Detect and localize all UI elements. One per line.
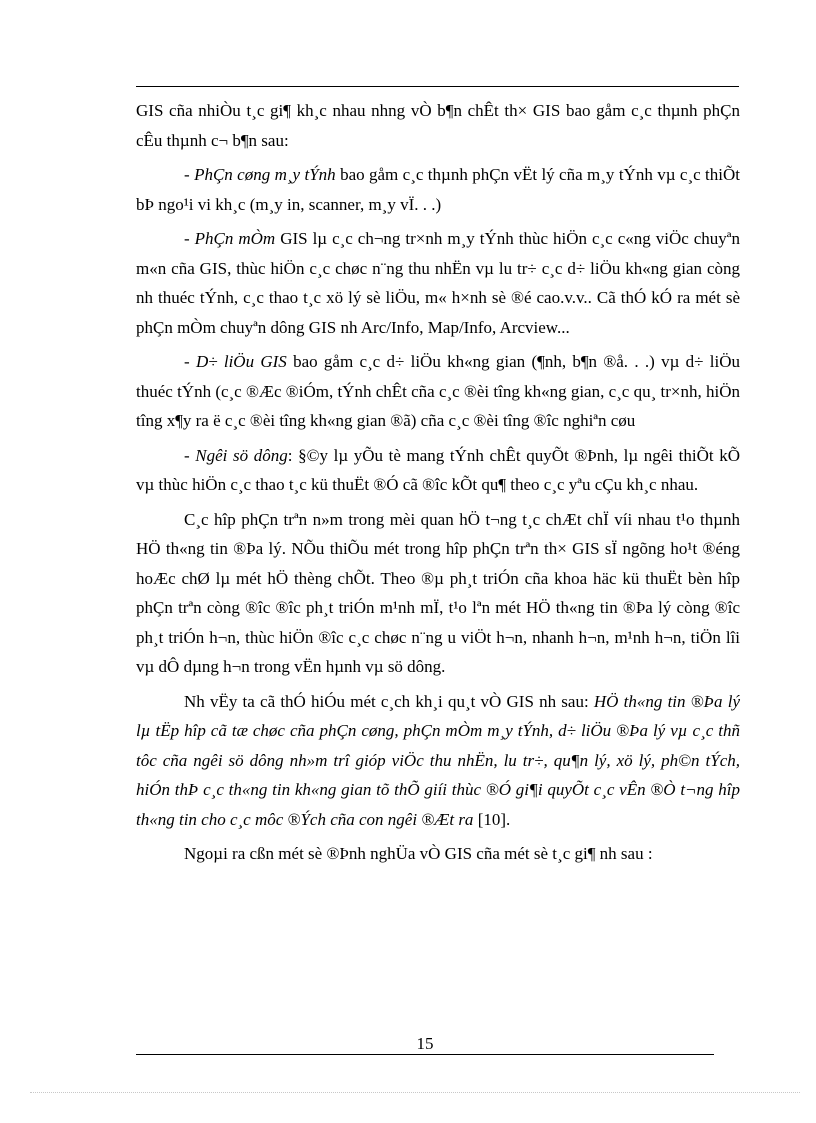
header-rule [136, 86, 739, 87]
list-dash: - [184, 352, 196, 371]
list-dash: - [184, 445, 196, 465]
data-description: bao gåm c¸c d÷ liÖu kh«ng gian (¶nh, b¶n ®å. . .) vµ d÷ liÖu thuéc tÝnh (c¸c ®Æc ®iÓm, tÝnh chÊt cña c¸c ®èi tîng kh«ng gian, c¸c qu¸ tr×nh, hiÖn tîng x¶y ra ë c¸c ®èi tîng kh«ng gian ®ã) cña c¸c ®èi tîng ®îc nghiªn cøu [136, 352, 740, 430]
paragraph-other-definitions: Ngoµi ra cßn mét sè ®Þnh nghÜa vÒ GIS cña mét sè t¸c gi¶ nh sau : [184, 844, 653, 863]
paragraph-users [136, 441, 740, 500]
citation-reference: [10]. [473, 809, 511, 829]
list-dash: - [184, 229, 195, 248]
hardware-description: bao gåm c¸c thµnh phÇn vËt lý cña m¸y tÝnh vµ c¸c thiÕt bÞ ngo¹i vi kh¸c (m¸y in, scanner, m¸y vÏ. . .) [136, 165, 740, 214]
paragraph-gis-definition [136, 687, 740, 835]
page-edge-divider [30, 1092, 800, 1093]
list-dash: - [184, 165, 195, 184]
paragraph-data [136, 347, 740, 436]
paragraph-gis-components-intro: GIS cña nhiÒu t¸c gi¶ kh¸c nhau nhng vÒ b¶n chÊt th× GIS bao gåm c¸c thµnh phÇn cÊu thµnh c¬ b¶n sau: [136, 101, 740, 150]
software-description: GIS lµ c¸c ch¬ng tr×nh m¸y tÝnh thùc hiÖn c¸c c«ng viÖc chuyªn m«n cña GIS, thùc hiÖn c¸c chøc n¨ng thu nhËn vµ lu tr÷ c¸c d÷ liÖu kh«ng gian còng nh thuéc tÝnh, c¸c thao t¸c xö lý sè liÖu, m« h×nh sè ®é cao.v.v.. Cã thÓ kÓ ra mét sè phÇn mÒm chuyªn dông GIS nh Arc/Info, Map/Info, Arcview... [136, 229, 740, 337]
term-hardware: PhÇn cøng m¸y tÝnh [194, 165, 336, 184]
footer-rule [136, 1054, 714, 1055]
users-description: : §©y lµ yÕu tè mang tÝnh chÊt quyÕt ®Þnh, lµ ngêi thiÕt kÕ vµ thùc hiÖn c¸c thao t¸c kü thuËt ®Ó cã ®îc kÕt qu¶ theo c¸c yªu cÇu kh¸c nhau. [136, 445, 740, 494]
term-software: PhÇn mÒm [194, 229, 276, 248]
page-body [136, 96, 740, 878]
paragraph-components-relationship: C¸c hîp phÇn trªn n»m trong mèi quan hÖ t¬ng t¸c chÆt chÏ víi nhau t¹o thµnh HÖ th«ng tin ®Þa lý. NÕu thiÕu mét trong hîp phÇn trªn th× GIS sÏ ngõng ho¹t ®éng hoÆc chØ lµ mét hÖ thèng chÕt. Theo ®µ ph¸t triÓn cña khoa häc kü thuËt bèn hîp phÇn trªn còng ®îc ®îc ph¸t triÓn m¹nh mÏ, t¹o lªn mét HÖ th«ng tin ®Þa lý còng ®îc ph¸t triÓn h¬n, thùc hiÖn ®îc c¸c chøc n¨ng u viÖt h¬n, nhanh h¬n, m¹nh h¬n, tiÖn lîi vµ dÔ dµng h¬n trong vËn hµnh vµ sö dông. [136, 509, 740, 676]
page-number: 15 [416, 1034, 434, 1053]
term-gis-data: D÷ liÖu GIS [195, 352, 287, 371]
paragraph-software [136, 224, 740, 342]
paragraph-hardware [136, 160, 740, 219]
term-users: Ngêi sö dông [195, 445, 288, 465]
definition-italic: HÖ th«ng tin ®Þa lý lµ tËp hîp cã tæ chøc cña phÇn cøng, phÇn mÒm m¸y tÝnh, d÷ liÖu ®Þa lý vµ c¸c thñ tôc cña ngêi sö dông nh»m trî gióp viÖc thu nhËn, lu tr÷, qu¶n lý, xö lý, ph©n tÝch, hiÓn thÞ c¸c th«ng tin kh«ng gian tõ thÕ giíi thùc ®Ó gi¶i quyÕt c¸c vÊn ®Ò t¬ng hîp th«ng tin cho c¸c môc ®Ých cña con ngêi ®Æt ra [136, 691, 741, 829]
definition-lead: Nh vËy ta cã thÓ hiÓu mét c¸ch kh¸i qu¸t vÒ GIS nh sau: [184, 691, 594, 711]
